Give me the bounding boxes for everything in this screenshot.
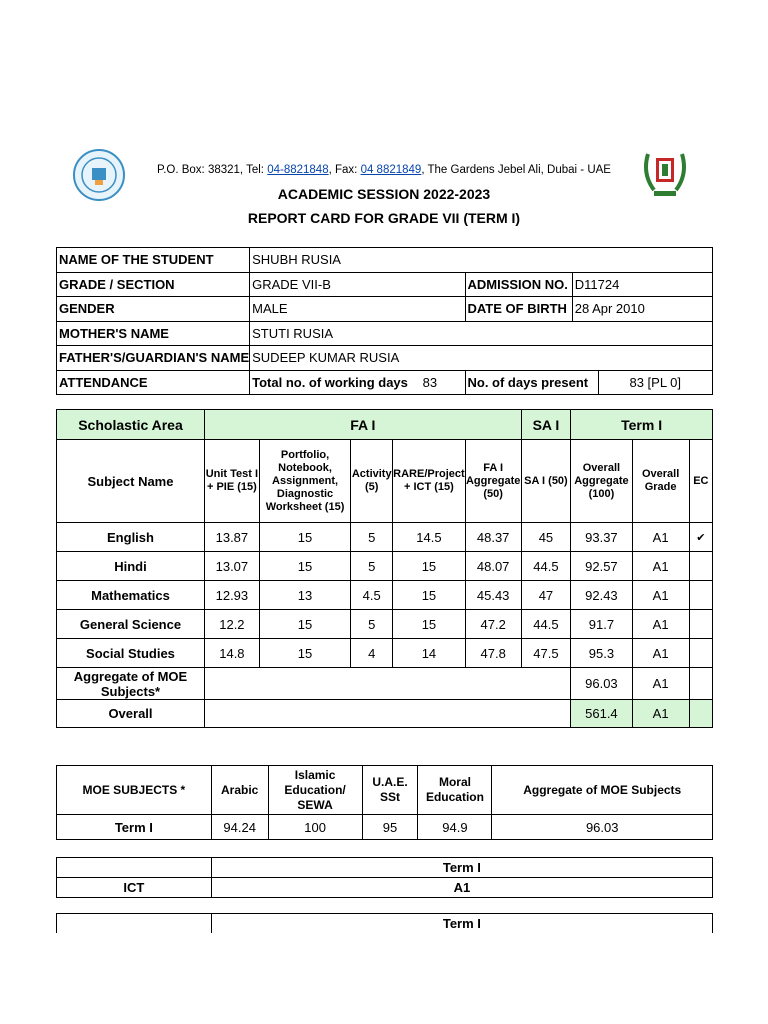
ec-cell [689, 552, 712, 581]
ict-blank [57, 858, 212, 878]
unit-test-cell: 12.93 [204, 581, 259, 610]
moe-subjects-table [56, 765, 713, 840]
fa-aggregate-cell: 47.8 [465, 639, 521, 668]
subject-name-header: Subject Name [57, 440, 205, 523]
sa-cell: 44.5 [521, 552, 571, 581]
sa-cell: 47 [521, 581, 571, 610]
subject-name: English [57, 523, 205, 552]
activity-cell: 5 [351, 610, 393, 639]
rare-header: RARE/Project + ICT (15) [393, 440, 466, 523]
next-term-header: Term I [211, 914, 712, 934]
portfolio-cell: 15 [259, 552, 350, 581]
activity-cell: 4.5 [351, 581, 393, 610]
unit-test-cell: 12.2 [204, 610, 259, 639]
overall-ec [689, 700, 712, 728]
overall-grade-cell: A1 [632, 581, 689, 610]
overall-grade-cell: A1 [632, 610, 689, 639]
scholastic-table [56, 409, 713, 728]
working-days-value: 83 [422, 374, 438, 390]
rare-cell: 15 [393, 610, 466, 639]
overall-aggregate-cell: 91.7 [571, 610, 632, 639]
overall-aggregate-header: Overall Aggregate (100) [571, 440, 632, 523]
overall-grade-cell: A1 [632, 639, 689, 668]
overall-aggregate-cell: 95.3 [571, 639, 632, 668]
mother-label: MOTHER'S NAME [57, 321, 250, 346]
moe-aggregate-grade: A1 [632, 668, 689, 700]
subject-row [57, 523, 713, 552]
ec-header: EC [689, 440, 712, 523]
fa-header: FA I [204, 410, 521, 440]
portfolio-cell: 13 [259, 581, 350, 610]
uae-sst-header: U.A.E. SSt [362, 766, 418, 815]
portfolio-cell: 15 [259, 639, 350, 668]
ict-table [56, 857, 713, 898]
subject-row [57, 610, 713, 639]
islamic-value: 100 [268, 815, 362, 840]
unit-test-header: Unit Test I + PIE (15) [204, 440, 259, 523]
moe-row-label: Term I [57, 815, 212, 840]
moe-aggregate-blank [204, 668, 570, 700]
overall-grade-header: Overall Grade [632, 440, 689, 523]
attendance-label: ATTENDANCE [57, 370, 250, 395]
rare-cell: 15 [393, 552, 466, 581]
rare-cell: 14 [393, 639, 466, 668]
ict-term-header: Term I [211, 858, 712, 878]
page-cut [0, 933, 768, 1024]
fax-link[interactable]: 04 8821849 [360, 164, 422, 176]
sa-column-header: SA I (50) [521, 440, 571, 523]
subject-name: Social Studies [57, 639, 205, 668]
overall-aggregate-cell: 92.43 [571, 581, 632, 610]
grade-label: GRADE / SECTION [57, 272, 250, 297]
fa-aggregate-cell: 45.43 [465, 581, 521, 610]
ec-cell [689, 639, 712, 668]
moe-aggregate-header: Aggregate of MOE Subjects [492, 766, 713, 815]
rare-cell: 15 [393, 581, 466, 610]
portfolio-cell: 15 [259, 523, 350, 552]
moe-subjects-label: MOE SUBJECTS * [57, 766, 212, 815]
sa-cell: 47.5 [521, 639, 571, 668]
activity-cell: 4 [351, 639, 393, 668]
subject-row [57, 581, 713, 610]
ec-cell [689, 581, 712, 610]
moe-aggregate-value: 96.03 [571, 668, 632, 700]
overall-blank [204, 700, 570, 728]
session-title: ACADEMIC SESSION 2022-2023 [277, 186, 491, 202]
dob-value: 28 Apr 2010 [572, 297, 712, 322]
rare-cell: 14.5 [393, 523, 466, 552]
overall-value: 561.4 [571, 700, 632, 728]
days-present-value: 83 [PL 0] [629, 374, 682, 390]
subject-name: General Science [57, 610, 205, 639]
grade-value: GRADE VII-B [250, 272, 465, 297]
gender-label: GENDER [57, 297, 250, 322]
portfolio-header: Portfolio, Notebook, Assignment, Diagnostic Worksheet (15) [259, 440, 350, 523]
moe-aggregate-value-cell: 96.03 [492, 815, 713, 840]
sa-cell: 45 [521, 523, 571, 552]
student-info-table [56, 247, 713, 395]
unit-test-cell: 14.8 [204, 639, 259, 668]
days-present-cell: No. of days present 83 [PL 0] [465, 370, 713, 395]
admission-label: ADMISSION NO. [465, 272, 572, 297]
overall-aggregate-cell: 93.37 [571, 523, 632, 552]
moe-aggregate-ec [689, 668, 712, 700]
next-table [56, 913, 713, 934]
sa-cell: 44.5 [521, 610, 571, 639]
portfolio-cell: 15 [259, 610, 350, 639]
subject-name: Mathematics [57, 581, 205, 610]
unit-test-cell: 13.87 [204, 523, 259, 552]
school-address: P.O. Box: 38321, Tel: 04-8821848, Fax: 04 8821849, The Gardens Jebel Ali, Dubai - UAE [157, 164, 611, 176]
admission-value: D11724 [572, 272, 712, 297]
report-title: REPORT CARD FOR GRADE VII (TERM I) [247, 210, 521, 226]
moe-aggregate-label: Aggregate of MOE Subjects* [57, 668, 205, 700]
fa-aggregate-header: FA I Aggregate (50) [465, 440, 521, 523]
activity-header: Activity (5) [351, 440, 393, 523]
arabic-value: 94.24 [211, 815, 268, 840]
father-label: FATHER'S/GUARDIAN'S NAME [57, 346, 250, 371]
overall-aggregate-cell: 92.57 [571, 552, 632, 581]
subject-row [57, 552, 713, 581]
ict-grade: A1 [211, 878, 712, 898]
moral-header: Moral Education [418, 766, 492, 815]
mother-value: STUTI RUSIA [250, 321, 713, 346]
name-label: NAME OF THE STUDENT [57, 248, 250, 273]
activity-cell: 5 [351, 523, 393, 552]
moral-value: 94.9 [418, 815, 492, 840]
fa-aggregate-cell: 47.2 [465, 610, 521, 639]
fa-aggregate-cell: 48.07 [465, 552, 521, 581]
overall-grade-cell: A1 [632, 523, 689, 552]
tel-link[interactable]: 04-8821848 [267, 164, 329, 176]
working-days-cell: Total no. of working days 83 [250, 370, 465, 395]
ict-label: ICT [57, 878, 212, 898]
subject-name: Hindi [57, 552, 205, 581]
sa-header: SA I [521, 410, 571, 440]
father-value: SUDEEP KUMAR RUSIA [250, 346, 713, 371]
ec-cell [689, 610, 712, 639]
arabic-header: Arabic [211, 766, 268, 815]
subject-row [57, 639, 713, 668]
gender-value: MALE [250, 297, 465, 322]
unit-test-cell: 13.07 [204, 552, 259, 581]
student-name: SHUBH RUSIA [250, 248, 713, 273]
activity-cell: 5 [351, 552, 393, 581]
fa-aggregate-cell: 48.37 [465, 523, 521, 552]
overall-grade-cell: A1 [632, 552, 689, 581]
uae-sst-value: 95 [362, 815, 418, 840]
islamic-header: Islamic Education/ SEWA [268, 766, 362, 815]
overall-grade: A1 [632, 700, 689, 728]
term-header: Term I [571, 410, 713, 440]
scholastic-area-header: Scholastic Area [57, 410, 205, 440]
dob-label: DATE OF BIRTH [465, 297, 572, 322]
ec-cell: ✔ [689, 523, 712, 552]
next-blank [57, 914, 212, 934]
overall-label: Overall [57, 700, 205, 728]
